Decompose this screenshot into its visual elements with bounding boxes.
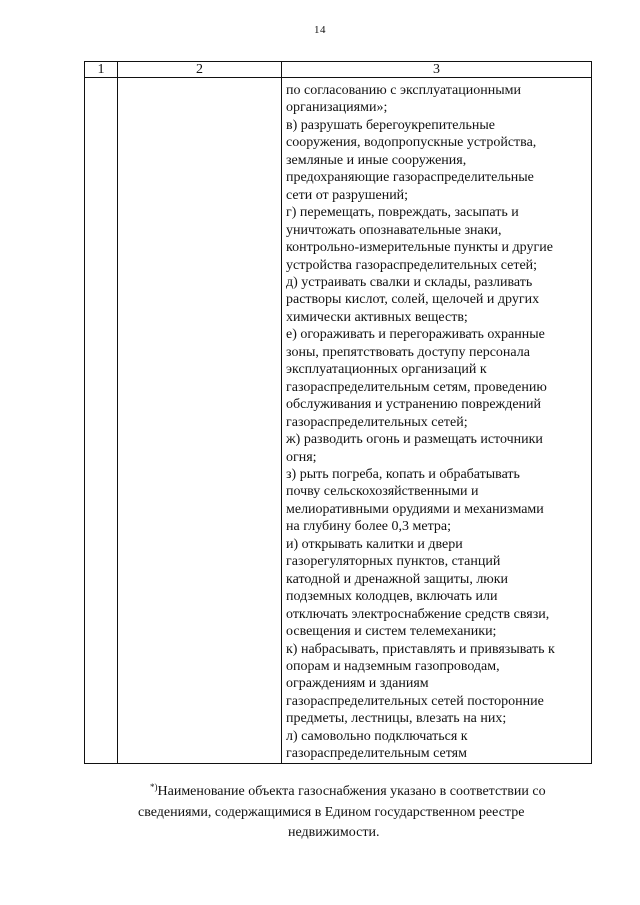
text-line: катодной и дренажной защиты, люки xyxy=(286,571,509,587)
text-line: зоны, препятствовать доступу персонала xyxy=(286,344,530,360)
footnote xyxy=(0,782,640,844)
text-line: обслуживания и устранению повреждений xyxy=(286,397,542,413)
text-line: и) открывать калитки и двери xyxy=(286,536,463,552)
column-header-2: 2 xyxy=(118,62,282,78)
footnote-line-2: сведениями, содержащимися в Едином государственном реестре xyxy=(138,804,525,820)
text-line: л) самовольно подключаться к xyxy=(286,728,468,744)
text-line: д) устраивать свалки и склады, разливать xyxy=(286,274,533,290)
text-line: ограждениям и зданиям xyxy=(286,676,429,692)
text-line: по согласованию с эксплуатационными xyxy=(286,83,521,98)
text-line: устройства газораспределительных сетей; xyxy=(286,257,538,273)
text-line: к) набрасывать, приставлять и привязывать к xyxy=(286,641,555,657)
text-line: сооружения, водопропускные устройства, xyxy=(286,135,537,151)
text-line: подземных колодцев, включать или xyxy=(286,589,498,605)
footnote-line-1-text: Наименование объекта газоснабжения указано в соответствии со xyxy=(157,784,546,799)
text-line: предохраняющие газораспределительные xyxy=(286,170,534,186)
text-line: уничтожать опознавательные знаки, xyxy=(286,222,502,238)
restrictions-table xyxy=(84,61,592,764)
table-cell-col1 xyxy=(85,78,118,764)
text-line: газорегуляторных пунктов, станций xyxy=(286,554,501,570)
restrictions-text xyxy=(282,78,591,763)
text-line: организациями»; xyxy=(286,100,388,116)
text-line: огня; xyxy=(286,449,317,465)
footnote-line-3: недвижимости. xyxy=(288,825,380,840)
text-line: з) рыть погреба, копать и обрабатывать xyxy=(286,466,520,482)
text-line: ж) разводить огонь и размещать источники xyxy=(286,432,543,448)
footnote-marker: *) xyxy=(150,782,158,792)
table-cell-col3 xyxy=(282,78,592,764)
table-row xyxy=(85,78,592,764)
footnote-line-1 xyxy=(0,782,640,803)
text-line: в) разрушать берегоукрепительные xyxy=(286,117,496,133)
text-line: мелиоративными орудиями и механизмами xyxy=(286,501,544,517)
text-line: на глубину более 0,3 метра; xyxy=(286,519,451,535)
table-header-row xyxy=(85,62,592,78)
text-line: почву сельскохозяйственными и xyxy=(286,484,479,500)
text-line: сети от разрушений; xyxy=(286,187,409,203)
text-line: контрольно-измерительные пункты и другие xyxy=(286,240,553,256)
text-line: эксплуатационных организаций к xyxy=(286,362,487,378)
table-cell-col2 xyxy=(118,78,282,764)
text-line: опорам и надземным газопроводам, xyxy=(286,658,500,674)
text-line: г) перемещать, повреждать, засыпать и xyxy=(286,205,519,221)
text-line: предметы, лестницы, влезать на них; xyxy=(286,711,507,727)
page-number: 14 xyxy=(314,24,326,36)
text-line: газораспределительным сетям xyxy=(286,746,467,762)
text-line: е) огораживать и перегораживать охранные xyxy=(286,327,545,343)
text-line: земляные и иные сооружения, xyxy=(286,152,467,168)
text-line: газораспределительных сетей посторонние xyxy=(286,693,544,709)
text-line: отключать электроснабжение средств связи, xyxy=(286,606,550,622)
text-line: химически активных веществ; xyxy=(286,309,468,325)
text-line: газораспределительным сетям, проведению xyxy=(286,379,547,395)
text-line: освещения и систем телемеханики; xyxy=(286,624,497,640)
column-header-3: 3 xyxy=(282,62,592,78)
text-line: газораспределительных сетей; xyxy=(286,414,468,430)
text-line: растворы кислот, солей, щелочей и других xyxy=(286,292,540,308)
column-header-1: 1 xyxy=(85,62,118,78)
